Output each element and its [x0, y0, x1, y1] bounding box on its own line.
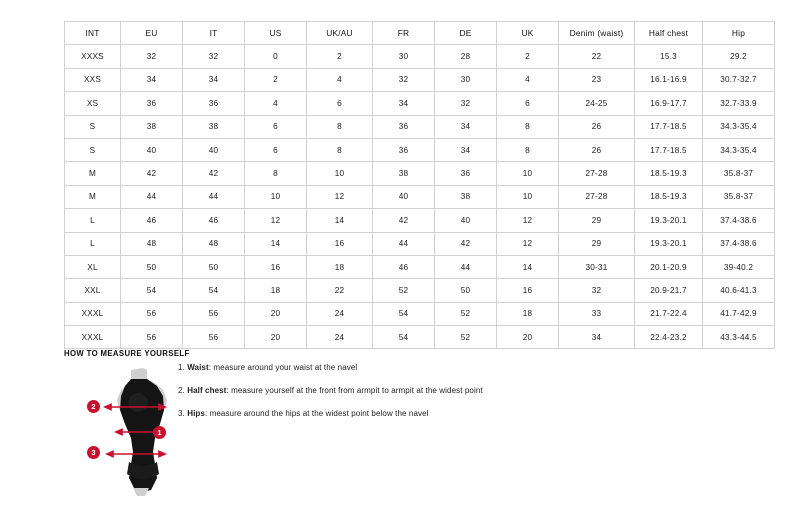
cell-us: 18: [245, 279, 307, 302]
instruction-number: 3.: [178, 409, 185, 418]
cell-uk: 2: [497, 45, 559, 68]
badge-waist: 1: [153, 426, 166, 439]
cell-hip: 37.4-38.6: [703, 209, 775, 232]
badge-hips: 3: [87, 446, 100, 459]
cell-us: 6: [245, 115, 307, 138]
cell-half-chest: 16.9-17.7: [635, 92, 703, 115]
cell-uk-au: 2: [307, 45, 373, 68]
cell-uk-au: 24: [307, 302, 373, 325]
cell-half-chest: 21.7-22.4: [635, 302, 703, 325]
cell-denim-waist: 23: [559, 68, 635, 91]
cell-uk: 20: [497, 326, 559, 349]
cell-de: 50: [435, 279, 497, 302]
cell-us: 12: [245, 209, 307, 232]
cell-de: 34: [435, 138, 497, 161]
table-row: [65, 68, 775, 91]
column-header-it: IT: [183, 22, 245, 45]
cell-it: 38: [183, 115, 245, 138]
cell-fr: 30: [373, 45, 435, 68]
cell-hip: 30.7-32.7: [703, 68, 775, 91]
cell-half-chest: 19.3-20.1: [635, 209, 703, 232]
cell-half-chest: 20.1-20.9: [635, 255, 703, 278]
cell-int: XXXL: [65, 302, 121, 325]
cell-it: 40: [183, 138, 245, 161]
cell-uk: 8: [497, 138, 559, 161]
table-body: [65, 45, 775, 349]
cell-uk-au: 8: [307, 138, 373, 161]
cell-hip: 43.3-44.5: [703, 326, 775, 349]
column-header-half-chest: Half chest: [635, 22, 703, 45]
cell-uk-au: 18: [307, 255, 373, 278]
cell-de: 52: [435, 326, 497, 349]
cell-uk: 10: [497, 162, 559, 185]
cell-hip: 35.8-37: [703, 162, 775, 185]
cell-int: S: [65, 138, 121, 161]
table-row: [65, 45, 775, 68]
cell-uk-au: 22: [307, 279, 373, 302]
cell-eu: 46: [121, 209, 183, 232]
table-row: [65, 255, 775, 278]
cell-fr: 38: [373, 162, 435, 185]
column-header-int: INT: [65, 22, 121, 45]
table-row: [65, 209, 775, 232]
cell-uk: 12: [497, 232, 559, 255]
column-header-us: US: [245, 22, 307, 45]
cell-int: S: [65, 115, 121, 138]
table-row: [65, 302, 775, 325]
table-row: [65, 232, 775, 255]
cell-eu: 48: [121, 232, 183, 255]
cell-it: 56: [183, 326, 245, 349]
cell-fr: 46: [373, 255, 435, 278]
cell-us: 8: [245, 162, 307, 185]
instruction-term: Hips: [187, 409, 205, 418]
cell-eu: 44: [121, 185, 183, 208]
cell-eu: 56: [121, 326, 183, 349]
cell-half-chest: 20.9-21.7: [635, 279, 703, 302]
cell-eu: 50: [121, 255, 183, 278]
table-header: [65, 22, 775, 45]
cell-uk: 16: [497, 279, 559, 302]
cell-fr: 54: [373, 302, 435, 325]
how-to-measure-title: HOW TO MEASURE YOURSELF: [64, 349, 190, 358]
cell-eu: 42: [121, 162, 183, 185]
badge-half-chest: 2: [87, 400, 100, 413]
cell-int: M: [65, 162, 121, 185]
cell-fr: 54: [373, 326, 435, 349]
cell-de: 34: [435, 115, 497, 138]
cell-it: 32: [183, 45, 245, 68]
cell-hip: 35.8-37: [703, 185, 775, 208]
cell-uk: 4: [497, 68, 559, 91]
cell-de: 32: [435, 92, 497, 115]
cell-it: 50: [183, 255, 245, 278]
cell-int: L: [65, 209, 121, 232]
cell-denim-waist: 30-31: [559, 255, 635, 278]
instruction-term: Waist: [187, 363, 209, 372]
cell-uk: 18: [497, 302, 559, 325]
cell-hip: 34.3-35.4: [703, 138, 775, 161]
cell-denim-waist: 32: [559, 279, 635, 302]
cell-int: XL: [65, 255, 121, 278]
cell-uk-au: 14: [307, 209, 373, 232]
cell-de: 30: [435, 68, 497, 91]
cell-us: 20: [245, 302, 307, 325]
cell-denim-waist: 33: [559, 302, 635, 325]
cell-hip: 41.7-42.9: [703, 302, 775, 325]
cell-it: 34: [183, 68, 245, 91]
cell-int: XXXS: [65, 45, 121, 68]
table-row: [65, 185, 775, 208]
cell-denim-waist: 26: [559, 138, 635, 161]
cell-eu: 40: [121, 138, 183, 161]
cell-denim-waist: 34: [559, 326, 635, 349]
cell-half-chest: 22.4-23.2: [635, 326, 703, 349]
cell-int: XXS: [65, 68, 121, 91]
instruction-hips: [178, 409, 598, 419]
cell-us: 10: [245, 185, 307, 208]
cell-de: 44: [435, 255, 497, 278]
cell-de: 40: [435, 209, 497, 232]
cell-uk: 10: [497, 185, 559, 208]
cell-us: 14: [245, 232, 307, 255]
cell-half-chest: 17.7-18.5: [635, 115, 703, 138]
cell-half-chest: 19.3-20.1: [635, 232, 703, 255]
cell-denim-waist: 26: [559, 115, 635, 138]
table-row: [65, 92, 775, 115]
cell-uk: 12: [497, 209, 559, 232]
cell-hip: 39-40.2: [703, 255, 775, 278]
cell-int: M: [65, 185, 121, 208]
cell-fr: 52: [373, 279, 435, 302]
instruction-text: : measure yourself at the front from armpit to armpit at the widest point: [226, 386, 483, 395]
cell-int: XXXL: [65, 326, 121, 349]
instruction-text: : measure around your waist at the navel: [208, 363, 358, 372]
cell-uk: 14: [497, 255, 559, 278]
cell-fr: 34: [373, 92, 435, 115]
cell-de: 28: [435, 45, 497, 68]
cell-uk-au: 6: [307, 92, 373, 115]
cell-denim-waist: 29: [559, 209, 635, 232]
table-row: [65, 138, 775, 161]
cell-hip: 40.6-41.3: [703, 279, 775, 302]
cell-fr: 44: [373, 232, 435, 255]
table-row: [65, 279, 775, 302]
cell-fr: 42: [373, 209, 435, 232]
instruction-number: 1.: [178, 363, 185, 372]
cell-it: 42: [183, 162, 245, 185]
cell-us: 2: [245, 68, 307, 91]
cell-hip: 37.4-38.6: [703, 232, 775, 255]
column-header-de: DE: [435, 22, 497, 45]
column-header-uk: UK: [497, 22, 559, 45]
cell-fr: 36: [373, 138, 435, 161]
cell-us: 0: [245, 45, 307, 68]
cell-denim-waist: 27-28: [559, 185, 635, 208]
cell-uk-au: 8: [307, 115, 373, 138]
cell-it: 54: [183, 279, 245, 302]
cell-eu: 32: [121, 45, 183, 68]
cell-fr: 32: [373, 68, 435, 91]
column-header-hip: Hip: [703, 22, 775, 45]
cell-half-chest: 17.7-18.5: [635, 138, 703, 161]
size-chart-table: [64, 21, 775, 349]
cell-uk-au: 16: [307, 232, 373, 255]
cell-us: 16: [245, 255, 307, 278]
column-header-eu: EU: [121, 22, 183, 45]
cell-half-chest: 15.3: [635, 45, 703, 68]
cell-uk: 6: [497, 92, 559, 115]
cell-eu: 36: [121, 92, 183, 115]
cell-uk-au: 10: [307, 162, 373, 185]
cell-int: XS: [65, 92, 121, 115]
cell-de: 42: [435, 232, 497, 255]
measurement-instructions: [178, 363, 598, 432]
cell-it: 46: [183, 209, 245, 232]
cell-uk-au: 24: [307, 326, 373, 349]
cell-uk-au: 12: [307, 185, 373, 208]
cell-de: 38: [435, 185, 497, 208]
cell-it: 48: [183, 232, 245, 255]
cell-eu: 54: [121, 279, 183, 302]
table-row: [65, 326, 775, 349]
cell-it: 44: [183, 185, 245, 208]
table-row: [65, 162, 775, 185]
cell-hip: 29.2: [703, 45, 775, 68]
size-chart-container: [64, 21, 757, 349]
instruction-text: : measure around the hips at the widest point below the navel: [204, 409, 429, 418]
cell-us: 4: [245, 92, 307, 115]
cell-eu: 56: [121, 302, 183, 325]
table-header-row: [65, 22, 775, 45]
instruction-waist: [178, 363, 598, 373]
cell-denim-waist: 27-28: [559, 162, 635, 185]
cell-us: 20: [245, 326, 307, 349]
column-header-uk-au: UK/AU: [307, 22, 373, 45]
cell-uk: 8: [497, 115, 559, 138]
instruction-half-chest: [178, 386, 598, 396]
cell-it: 36: [183, 92, 245, 115]
cell-eu: 34: [121, 68, 183, 91]
cell-hip: 32.7-33.9: [703, 92, 775, 115]
cell-hip: 34.3-35.4: [703, 115, 775, 138]
cell-eu: 38: [121, 115, 183, 138]
cell-denim-waist: 22: [559, 45, 635, 68]
cell-de: 36: [435, 162, 497, 185]
cell-fr: 40: [373, 185, 435, 208]
instruction-term: Half chest: [187, 386, 227, 395]
cell-us: 6: [245, 138, 307, 161]
cell-denim-waist: 24-25: [559, 92, 635, 115]
cell-uk-au: 4: [307, 68, 373, 91]
column-header-fr: FR: [373, 22, 435, 45]
table-row: [65, 115, 775, 138]
cell-half-chest: 18.5-19.3: [635, 185, 703, 208]
cell-denim-waist: 29: [559, 232, 635, 255]
cell-int: L: [65, 232, 121, 255]
column-header-denim-waist: Denim (waist): [559, 22, 635, 45]
cell-half-chest: 18.5-19.3: [635, 162, 703, 185]
instruction-number: 2.: [178, 386, 185, 395]
cell-it: 56: [183, 302, 245, 325]
cell-int: XXL: [65, 279, 121, 302]
cell-de: 52: [435, 302, 497, 325]
cell-fr: 36: [373, 115, 435, 138]
cell-half-chest: 16.1-16.9: [635, 68, 703, 91]
